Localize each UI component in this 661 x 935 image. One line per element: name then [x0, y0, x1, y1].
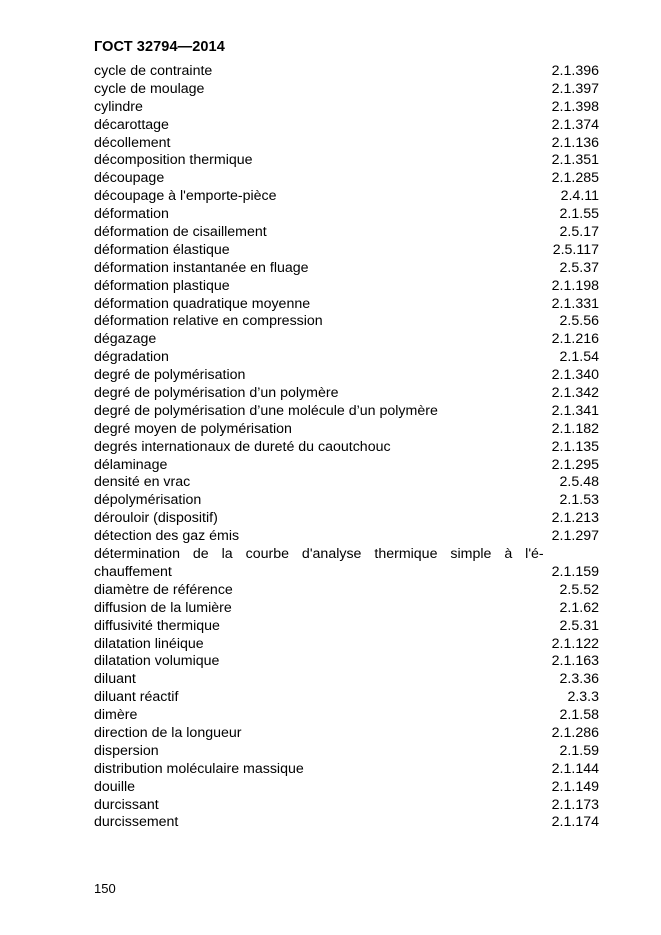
index-term: détermination de la courbe d'analyse thermique simple à l'é-chauffement [94, 546, 544, 580]
index-entry [94, 206, 599, 224]
index-reference-number: 2.5.48 [559, 474, 599, 491]
index-reference-number: 2.1.173 [551, 796, 599, 813]
index-term: diluant [94, 671, 136, 688]
index-term: durcissement [94, 814, 179, 831]
index-term: cycle de contrainte [94, 62, 213, 79]
index-reference-number: 2.5.117 [552, 241, 599, 258]
index-entry [94, 367, 599, 385]
index-reference-number: 2.1.54 [559, 349, 599, 366]
index-term: degrés internationaux de dureté du caoutchouc [94, 438, 391, 455]
index-reference-number: 2.5.56 [559, 313, 599, 330]
page-number: 150 [94, 881, 116, 896]
index-entry [94, 403, 599, 421]
index-term: diffusion de la lumière [94, 599, 232, 616]
index-term: dispersion [94, 742, 159, 759]
index-reference-number: 2.1.213 [551, 510, 599, 527]
index-term: dégazage [94, 331, 157, 348]
index-term: déformation relative en compression [94, 313, 323, 330]
index-entry [94, 582, 599, 600]
index-entry [94, 761, 599, 779]
index-term: décollement [94, 134, 171, 151]
index-entry [94, 689, 599, 707]
index-term: dilatation linéique [94, 635, 204, 652]
index-reference-number: 2.1.331 [551, 295, 599, 312]
index-reference-number: 2.3.3 [567, 689, 599, 706]
index-reference-number: 2.3.36 [559, 671, 599, 688]
index-term: degré de polymérisation [94, 367, 246, 384]
index-reference-number: 2.1.340 [551, 367, 599, 384]
index-entry [94, 152, 599, 170]
index-entry [94, 671, 599, 689]
index-reference-number: 2.1.182 [551, 420, 599, 437]
index-entry [94, 63, 599, 81]
index-reference-number: 2.1.341 [551, 402, 599, 419]
index-entry [94, 474, 599, 492]
index-term: dégradation [94, 349, 169, 366]
index-term: degré de polymérisation d’une molécule d’un polymère [94, 402, 438, 419]
index-entry [94, 135, 599, 153]
index-term: déformation instantanée en fluage [94, 259, 309, 276]
index-term: découpage à l'emporte-pièce [94, 188, 277, 205]
index-term: dépolymérisation [94, 492, 202, 509]
index-reference-number: 2.1.295 [551, 456, 599, 473]
index-reference-number: 2.1.342 [551, 385, 599, 402]
index-term: cycle de moulage [94, 80, 205, 97]
index-entry [94, 99, 599, 117]
index-reference-number: 2.1.396 [551, 62, 599, 79]
index-term: dilatation volumique [94, 653, 220, 670]
index-entry [94, 492, 599, 510]
index-entry [94, 349, 599, 367]
index-entry [94, 600, 599, 618]
index-term: déformation de cisaillement [94, 224, 267, 240]
index-entry [94, 618, 599, 636]
index-reference-number: 2.1.136 [551, 134, 599, 151]
index-entry [94, 707, 599, 725]
index-reference-number: 2.1.398 [551, 98, 599, 115]
index-reference-number: 2.5.31 [559, 617, 599, 634]
index-reference-number: 2.5.37 [559, 259, 599, 276]
index-entry [94, 510, 599, 528]
index-entry [94, 636, 599, 654]
index-reference-number: 2.1.198 [551, 277, 599, 294]
index-term: degré moyen de polymérisation [94, 420, 292, 437]
index-term: déformation quadratique moyenne [94, 295, 311, 312]
index-reference-number: 2.1.55 [559, 206, 599, 223]
index-term: décomposition thermique [94, 152, 253, 169]
index-reference-number: 2.1.53 [559, 492, 599, 509]
index-term: cylindre [94, 98, 143, 115]
index-reference-number: 2.4.11 [560, 188, 599, 205]
index-entry [94, 224, 599, 242]
index-term: durcissant [94, 796, 159, 813]
index-reference-number: 2.1.286 [551, 724, 599, 741]
index-entry [94, 242, 599, 260]
index-entry [94, 188, 599, 206]
index-term: déformation élastique [94, 241, 230, 258]
index-term: diffusivité thermique [94, 617, 220, 634]
index-term: distribution moléculaire massique [94, 760, 304, 777]
index-reference-number: 2.1.297 [551, 528, 599, 545]
index-entry [94, 331, 599, 349]
index-entry [94, 296, 599, 314]
index-term: dérouloir (dispositif) [94, 510, 218, 527]
index-entry [94, 313, 599, 331]
index-reference-number: 2.1.174 [551, 814, 599, 831]
index-reference-number: 2.1.59 [559, 742, 599, 759]
index-entry [94, 779, 599, 797]
index-term: délaminage [94, 456, 168, 473]
index-reference-number: 2.1.397 [551, 80, 599, 97]
index-term: décarottage [94, 116, 169, 133]
index-entry [94, 814, 599, 832]
index-entry [94, 546, 599, 582]
index-reference-number: 2.1.216 [551, 331, 599, 348]
index-reference-number: 2.1.62 [559, 599, 599, 616]
index-reference-number: 2.1.58 [559, 707, 599, 724]
index-entry [94, 797, 599, 815]
index-reference-number: 2.1.159 [551, 563, 599, 580]
index-reference-number: 2.1.149 [551, 778, 599, 795]
index-reference-number: 2.1.374 [551, 116, 599, 133]
index-term: diluant réactif [94, 689, 179, 706]
index-entry [94, 81, 599, 99]
index-term: déformation plastique [94, 277, 230, 294]
index-reference-number: 2.5.52 [559, 581, 599, 598]
index-reference-number: 2.1.163 [551, 653, 599, 670]
index-term: degré de polymérisation d’un polymère [94, 385, 339, 402]
index-reference-number: 2.1.144 [551, 760, 599, 777]
index-term: dimère [94, 707, 138, 724]
index-entry [94, 117, 599, 135]
index-entry [94, 278, 599, 296]
index-reference-number: 2.1.285 [551, 170, 599, 187]
index-entry [94, 743, 599, 761]
index-entry [94, 260, 599, 278]
index-entry [94, 457, 599, 475]
document-header: ГОСТ 32794—2014 [94, 39, 225, 55]
index-list [94, 63, 599, 832]
index-reference-number: 2.1.122 [551, 635, 599, 652]
index-reference-number: 2.1.135 [551, 438, 599, 455]
index-entry [94, 170, 599, 188]
index-term: diamètre de référence [94, 581, 233, 598]
index-term: détection des gaz émis [94, 528, 240, 545]
index-term: découpage [94, 170, 165, 187]
index-term: déformation [94, 206, 169, 223]
index-term: douille [94, 778, 136, 795]
index-entry [94, 725, 599, 743]
index-term: direction de la longueur [94, 724, 242, 741]
index-reference-number: 2.1.351 [551, 152, 599, 169]
index-entry [94, 385, 599, 403]
index-entry [94, 421, 599, 439]
index-entry [94, 439, 599, 457]
index-entry [94, 528, 599, 546]
index-entry [94, 653, 599, 671]
index-reference-number: 2.5.17 [559, 224, 599, 240]
index-term: densité en vrac [94, 474, 191, 491]
